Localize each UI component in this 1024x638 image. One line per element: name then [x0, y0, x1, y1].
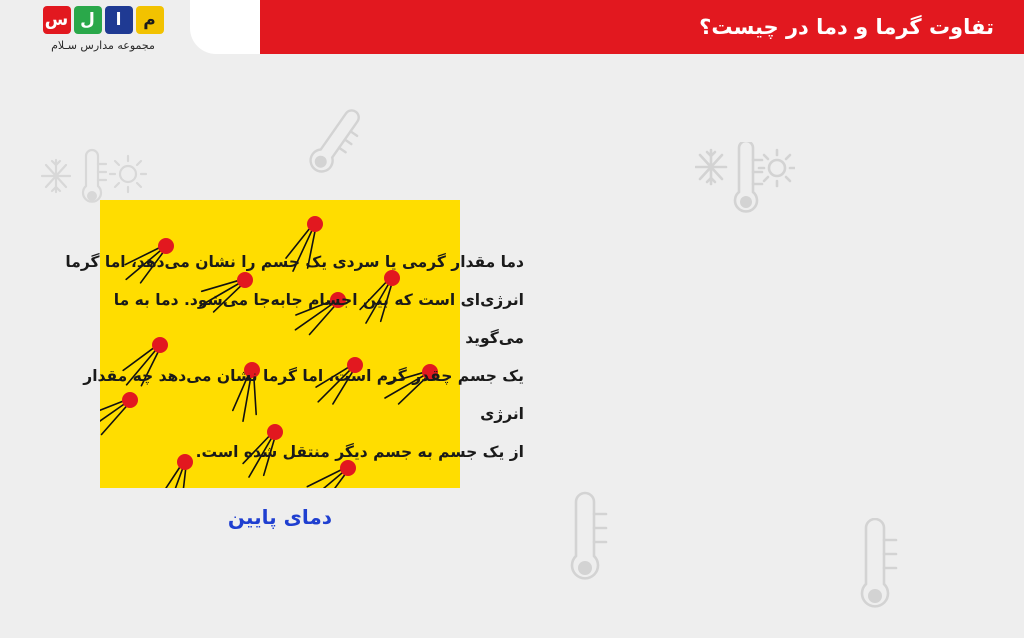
page-title: تفاوت گرما و دما در چیست؟	[699, 15, 994, 39]
logo-letter-2: ل	[74, 6, 102, 34]
thermometer-icon	[83, 150, 106, 202]
decoration-group-middle	[695, 142, 795, 232]
header-notch	[190, 0, 260, 54]
logo-letter-3: ا	[105, 6, 133, 34]
body-paragraph	[59, 244, 524, 472]
thermometer-icon	[735, 142, 762, 211]
tilted-thermometer-icon	[285, 100, 375, 194]
low-temperature-caption: دمای پایین	[227, 505, 333, 529]
paragraph-line-2: انرژی‌ای است که بین اجسام جابه‌جا می‌شود. دما به ما می‌گوید	[113, 290, 524, 347]
logo-letters	[28, 6, 178, 34]
paragraph-line-1: دما مقدار گرمی یا سردی یک جسم را نشان می‌دهد، اما گرما	[65, 253, 524, 271]
logo	[28, 6, 178, 64]
paragraph-line-3: یک جسم چقدر گرم است، اما گرما نشان می‌دهد چه مقدار انرژی	[83, 366, 524, 423]
thermometer-outline-icon-left	[562, 488, 622, 602]
paragraph-line-4: از یک جسم به جسم دیگر منتقل شده است.	[195, 442, 524, 461]
snowflake-icon	[42, 160, 70, 192]
thermometer-outline-icon-right	[852, 518, 912, 632]
logo-letter-4: م	[136, 6, 164, 34]
logo-subtitle: مجموعه مدارس سـلام	[51, 39, 155, 52]
sun-icon	[759, 150, 795, 186]
sun-icon	[110, 156, 146, 192]
logo-letter-1: س	[43, 6, 71, 34]
snowflake-icon	[696, 150, 726, 184]
